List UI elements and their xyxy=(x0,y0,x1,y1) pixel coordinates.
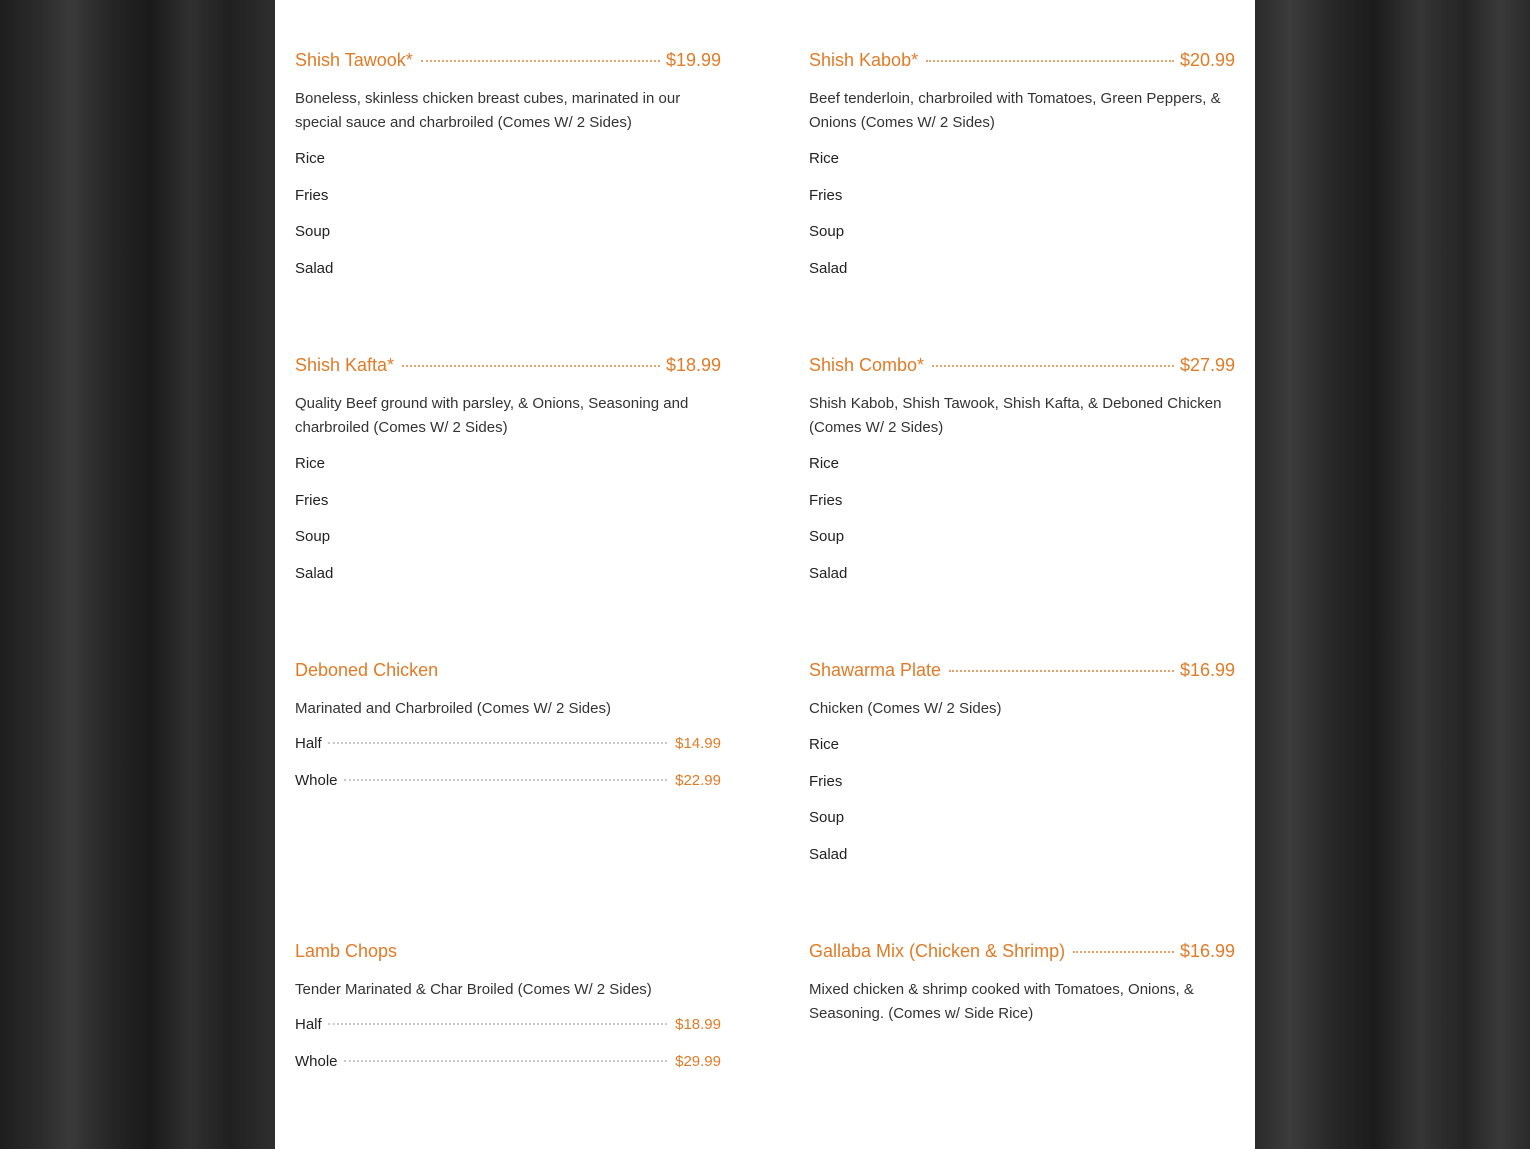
side-option: Rice xyxy=(809,736,840,753)
side-option: Salad xyxy=(809,260,848,278)
side-option: Fries xyxy=(295,491,329,509)
size-option-price: $14.99 xyxy=(675,735,721,752)
size-options xyxy=(295,1016,721,1089)
side-option: Salad xyxy=(295,260,334,278)
menu-item-shish-kafta xyxy=(295,355,721,601)
menu-item-deboned-chicken xyxy=(295,660,721,808)
menu-item-name: Deboned Chicken xyxy=(295,660,439,680)
size-option-half xyxy=(295,1016,721,1053)
dot-leader xyxy=(932,365,1174,367)
size-option-label: Whole xyxy=(295,771,338,789)
menu-item-title-row xyxy=(295,941,721,969)
dot-leader xyxy=(949,670,1174,672)
side-option: Fries xyxy=(809,186,843,204)
menu-item-price: $16.99 xyxy=(1179,941,1235,961)
side-option: Rice xyxy=(295,150,326,167)
side-options xyxy=(809,149,1235,296)
menu-item-shish-tawook xyxy=(295,50,721,296)
dot-leader xyxy=(344,779,668,781)
menu-item-name: Shish Kabob* xyxy=(809,50,919,70)
size-option-label: Half xyxy=(295,735,322,752)
menu-page xyxy=(275,0,1255,1149)
size-options xyxy=(295,735,721,808)
side-option: Salad xyxy=(295,565,334,583)
dot-leader xyxy=(328,1023,667,1025)
menu-item-title-row xyxy=(809,941,1235,969)
menu-item-shish-combo xyxy=(809,355,1235,601)
size-option-whole xyxy=(295,1053,721,1090)
dot-leader xyxy=(926,60,1174,62)
menu-item-description: Tender Marinated & Char Broiled (Comes W/ 2 Sides) xyxy=(295,981,652,998)
dot-leader xyxy=(402,365,660,367)
size-option-half xyxy=(295,735,721,772)
menu-item-name: Shish Tawook* xyxy=(295,50,413,70)
dot-leader xyxy=(421,60,660,62)
menu-item-title-row xyxy=(295,660,721,688)
menu-item-title-row xyxy=(809,50,1235,78)
side-option: Fries xyxy=(295,186,329,204)
dot-leader xyxy=(328,742,667,744)
side-option: Salad xyxy=(809,565,848,583)
dot-leader xyxy=(344,1060,668,1062)
menu-item-price: $20.99 xyxy=(1179,50,1235,70)
menu-item-description: Chicken (Comes W/ 2 Sides) xyxy=(809,700,1002,717)
menu-item-name: Lamb Chops xyxy=(295,941,398,961)
menu-item-name: Shawarma Plate xyxy=(809,660,942,680)
side-option: Soup xyxy=(809,223,845,241)
menu-item-title-row xyxy=(295,50,721,78)
side-option: Soup xyxy=(809,528,845,546)
menu-item-description: Beef tenderloin, charbroiled with Tomatoes, Green Peppers, & Onions (Comes W/ 2 Sides) xyxy=(809,90,1221,131)
side-options xyxy=(295,149,721,296)
side-option: Rice xyxy=(295,455,326,472)
dot-leader xyxy=(1073,951,1174,953)
menu-item-price: $18.99 xyxy=(665,355,721,375)
side-option: Soup xyxy=(295,223,331,241)
side-option: Soup xyxy=(295,528,331,546)
menu-item-description: Marinated and Charbroiled (Comes W/ 2 Sides) xyxy=(295,700,611,717)
side-option: Salad xyxy=(809,846,848,864)
side-option: Fries xyxy=(809,772,843,790)
menu-item-shish-kabob xyxy=(809,50,1235,296)
size-option-label: Half xyxy=(295,1016,322,1033)
side-option: Rice xyxy=(809,455,840,472)
background-curtain-right xyxy=(1255,0,1530,1149)
menu-item-description: Boneless, skinless chicken breast cubes, marinated in our special sauce and charbroiled (Comes W/ 2 Sides) xyxy=(295,90,681,131)
menu-item-price: $16.99 xyxy=(1179,660,1235,680)
side-options xyxy=(809,454,1235,601)
menu-item-gallaba-mix xyxy=(809,941,1235,1026)
menu-item-price: $19.99 xyxy=(665,50,721,70)
menu-item-name: Shish Combo* xyxy=(809,355,925,375)
size-option-price: $22.99 xyxy=(675,771,721,789)
size-option-price: $18.99 xyxy=(675,1016,721,1033)
menu-item-description: Mixed chicken & shrimp cooked with Tomatoes, Onions, & Seasoning. (Comes w/ Side Rice) xyxy=(809,981,1194,1022)
side-option: Soup xyxy=(809,809,845,827)
side-option: Rice xyxy=(809,150,840,167)
menu-item-title-row xyxy=(809,355,1235,383)
side-options xyxy=(809,735,1235,882)
side-options xyxy=(295,454,721,601)
size-option-price: $29.99 xyxy=(675,1052,721,1070)
size-option-label: Whole xyxy=(295,1052,338,1070)
menu-item-title-row xyxy=(809,660,1235,688)
menu-item-lamb-chops xyxy=(295,941,721,1089)
menu-item-price: $27.99 xyxy=(1179,355,1235,375)
menu-item-description: Quality Beef ground with parsley, & Onions, Seasoning and charbroiled (Comes W/ 2 Sides) xyxy=(295,395,689,436)
side-option: Fries xyxy=(809,491,843,509)
menu-item-name: Shish Kafta* xyxy=(295,355,395,375)
menu-item-name: Gallaba Mix (Chicken & Shrimp) xyxy=(809,941,1066,961)
menu-item-description: Shish Kabob, Shish Tawook, Shish Kafta, & Deboned Chicken (Comes W/ 2 Sides) xyxy=(809,395,1222,436)
menu-item-shawarma-plate xyxy=(809,660,1235,882)
menu-item-title-row xyxy=(295,355,721,383)
size-option-whole xyxy=(295,772,721,809)
